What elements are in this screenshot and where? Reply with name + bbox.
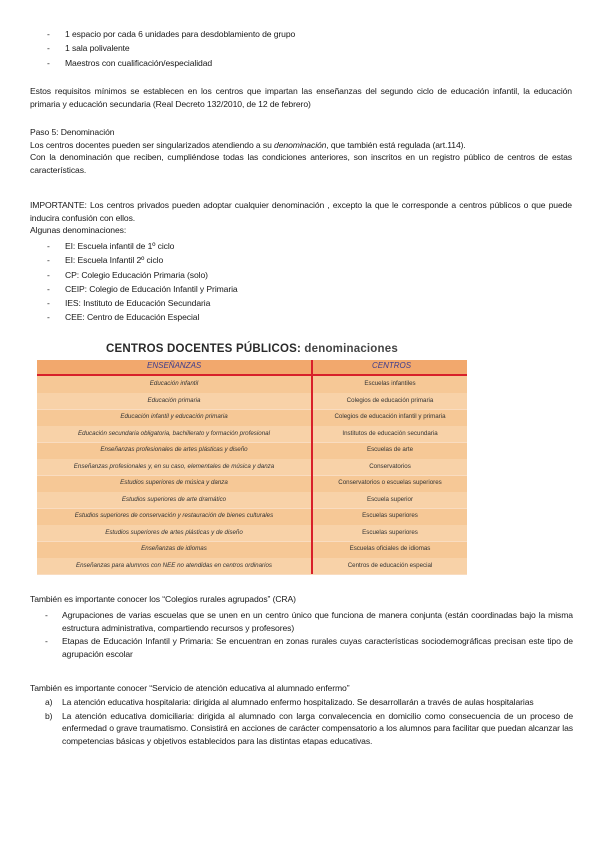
table-cell-center: Colegios de educación primaria — [346, 396, 434, 404]
table-row — [37, 459, 467, 477]
table-cell-center: Conservatorios — [369, 462, 411, 470]
table-row — [37, 508, 467, 526]
list-item: - 1 sala polivalente — [47, 43, 130, 54]
list-item: - IES: Instituto de Educación Secundaria — [47, 298, 211, 309]
table-cell-teaching: Enseñanzas de idiomas — [141, 545, 207, 552]
list-item: - CEE: Centro de Educación Especial — [47, 312, 200, 323]
table-cell-center: Escuelas oficiales de idiomas — [349, 545, 431, 552]
column-header-centers: CENTROS — [372, 361, 412, 370]
table-cell-center: Colegios de educación infantil y primaria — [334, 413, 446, 420]
table-cell-center: Conservatorios o escuelas superiores — [338, 479, 442, 486]
list-item: - CEIP: Colegio de Educación Infantil y Primaria — [47, 283, 238, 294]
table-cell-teaching: Estudios superiores de arte dramático — [121, 495, 227, 503]
table-cell-center: Escuela superior — [366, 495, 414, 503]
table-cell-center: Escuelas de arte — [366, 446, 414, 453]
table-cell-teaching: Estudios superiores de artes plásticas y de diseño — [105, 528, 243, 536]
list-item: - Agrupaciones de varias escuelas que se unen en un centro único que funciona de manera conjunta (están coordinadas bajo la misma estructura administrativa, compartiendo recursos y profesores) — [45, 610, 573, 633]
table-row — [37, 525, 467, 543]
denominations-list — [47, 240, 238, 326]
cra-title: También es importante conocer los “Colegios rurales agrupados” (CRA) — [30, 594, 296, 604]
table-cell-teaching: Enseñanzas profesionales y, en su caso, elementales de música y danza — [73, 462, 275, 470]
table-row — [37, 393, 467, 411]
table-row — [37, 558, 467, 576]
important-paragraph: IMPORTANTE: Los centros privados pueden adoptar cualquier denominación , excepto la que le corresponde a centros públicos o que puede inducira confusión con ellos. Algunas denominaciones: — [30, 200, 572, 236]
list-item: - CP: Colegio Educación Primaria (solo) — [47, 269, 208, 280]
requirements-list — [47, 28, 295, 71]
table-cell-teaching: Enseñanzas para alumnos con NEE no atendidas en centros ordinarios — [75, 561, 273, 569]
table-row — [37, 541, 467, 559]
table-cell-teaching: Estudios superiores de conservación y restauración de bienes culturales — [74, 512, 274, 519]
table-cell-center: Institutos de educación secundaria — [342, 429, 438, 437]
step-5-line-1: Los centros docentes pueden ser singularizados atendiendo a su denominación, que también está regulada (art.114). — [30, 139, 466, 150]
table-row — [37, 442, 467, 460]
public-centers-table — [35, 343, 469, 575]
table-header — [37, 360, 467, 376]
saae-title: También es importante conocer “Servicio de atención educativa al alumnado enfermo” — [30, 683, 350, 693]
step-5-line-2: Con la denominación que reciben, cumpliéndose todas las condiciones anteriores, son inscritos en un registro público de centros de estas características. — [30, 152, 572, 175]
table-cell-center: Escuelas superiores — [362, 512, 418, 519]
table-row — [37, 475, 467, 493]
table-row — [37, 409, 467, 427]
list-item: - Etapas de Educación Infantil y Primaria: Se encuentran en zonas rurales cuyas características sociodemográficas precisan este tipo de agrupación escolar — [45, 636, 573, 659]
requirements-paragraph: Estos requisitos mínimos se establecen en los centros que impartan las enseñanzas del segundo ciclo de educación infantil, la educación primaria y educación secundaria (Real Decreto 132/2010, de 12 de febrero) — [30, 86, 572, 109]
cra-list — [45, 609, 573, 660]
saae-list — [45, 696, 573, 747]
column-divider — [311, 360, 313, 574]
table-cell-teaching: Estudios superiores de música y danza — [120, 479, 228, 486]
list-item: - Maestros con cualificación/especialidad — [47, 57, 213, 68]
list-item: - 1 espacio por cada 6 unidades para desdoblamiento de grupo — [47, 29, 296, 39]
table-row — [37, 492, 467, 510]
table-cell-teaching: Educación infantil y educación primaria — [120, 413, 228, 420]
table-cell-teaching: Educación primaria — [147, 396, 201, 404]
list-item: - EI: Escuela infantil de 1º ciclo — [47, 241, 175, 251]
table-row — [37, 376, 467, 394]
list-item: a) La atención educativa hospitalaria: dirigida al alumnado enfermo hospitalizado. Se desarrollarán a través de aulas hospitalarias — [45, 697, 534, 707]
table-cell-teaching: Educación secundaria obligatoria, bachillerato y formación profesional — [78, 429, 270, 437]
table-row — [37, 426, 467, 444]
table-body — [37, 360, 467, 574]
list-item: - EI: Escuela Infantil 2º ciclo — [47, 255, 164, 266]
column-header-teachings: ENSEÑANZAS — [147, 361, 202, 370]
table-cell-center: Centros de educación especial — [347, 561, 433, 569]
table-cell-teaching: Educación infantil — [149, 380, 199, 387]
table-cell-center: Escuelas infantiles — [364, 380, 416, 387]
table-title: CENTROS DOCENTES PÚBLICOS: denominaciones — [106, 343, 398, 355]
list-item: b) La atención educativa domiciliaria: dirigida al alumnado con larga convalecencia en domicilio como consecuencia de un proceso de enfermedad o grave traumatismo. Consistirá en acciones de carácter compensatorio a los alumnos para facilitar que puedan alcanzar las competencias básicas y objetivos establecidos para las distintas etapas educativas. — [45, 710, 573, 746]
step-5-section — [30, 126, 572, 176]
denominations-heading: Algunas denominaciones: — [30, 225, 127, 236]
step-5-title: Paso 5: Denominación — [30, 127, 115, 137]
table-cell-center: Escuelas superiores — [362, 528, 418, 536]
table-cell-teaching: Enseñanzas profesionales de artes plásticas y diseño — [100, 446, 248, 453]
